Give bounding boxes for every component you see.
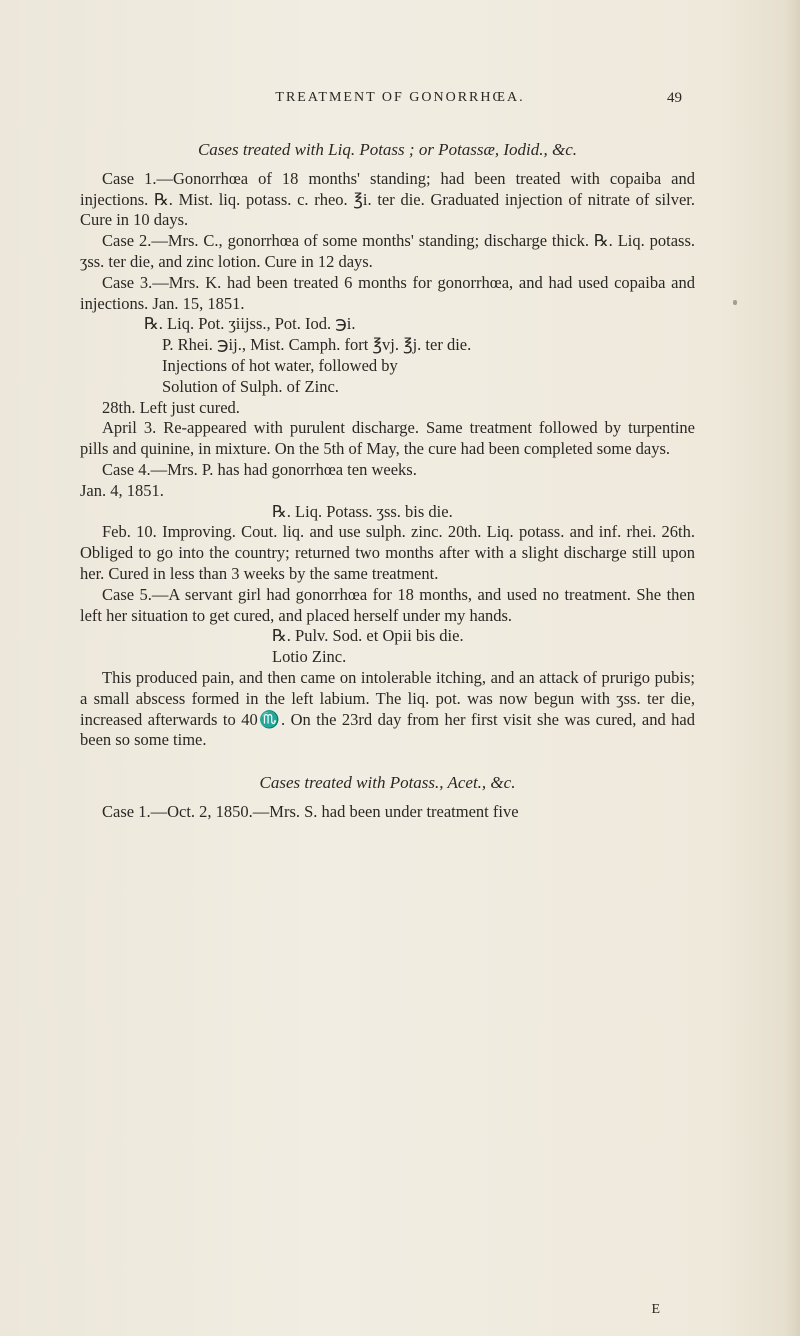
case-3-intro: Case 3.—Mrs. K. had been treated 6 months for gonorrhœa, and had used copaiba and injections. Jan. 15, 1851.: [80, 272, 695, 313]
case-3-prescription-4: Solution of Sulph. of Zinc.: [162, 376, 339, 396]
case-5-intro: Case 5.—A servant girl had gonorrhœa for 18 months, and used no treatment. She then left her situation to get cured, and placed herself under my hands.: [80, 584, 695, 625]
case-4-intro: Case 4.—Mrs. P. has had gonorrhœa ten weeks.: [102, 459, 417, 479]
case-1: Case 1.—Gonorrhœa of 18 months' standing; had been treated with copaiba and injections. ℞. Mist. liq. potass. c. rheo. ℥i. ter die. Graduated injection of nitrate of silver. Cure in 10 days.: [80, 168, 695, 230]
case-4-date: Jan. 4, 1851.: [80, 480, 164, 500]
page-body: [80, 140, 695, 823]
case-3-prescription-2: P. Rhei. ℈ij., Mist. Camph. fort ℥vj. ℥j. ter die.: [162, 335, 472, 355]
case-4-prescription: ℞. Liq. Potass. ʒss. bis die.: [272, 501, 453, 521]
running-head: TREATMENT OF GONORRHŒA.: [275, 90, 525, 105]
paper-spot: [733, 300, 737, 305]
case-5-prescription-2: Lotio Zinc.: [272, 647, 347, 667]
section-heading: Cases treated with Liq. Potass ; or Potassæ, Iodid., &c.: [197, 140, 578, 159]
case-4-body: Feb. 10. Improving. Cout. liq. and use sulph. zinc. 20th. Liq. potass. and inf. rhei. 26th. Obliged to go into the country; returned two months after with a slight discharge still upon her. Cured in less than 3 weeks by the same treatment.: [80, 522, 695, 583]
case-3-followup-1: 28th. Left just cured.: [102, 397, 240, 417]
case-5-body: This produced pain, and then came on intolerable itching, and an attack of prurigo pubis; a small abscess formed in the left labium. The liq. pot. was now begun with ʒss. ter die, increased afterwards to 40♏. On the 23rd day from her first visit she was cured, and had been so some time.: [80, 667, 695, 750]
case-3-followup-2: April 3. Re-appeared with purulent discharge. Same treatment followed by turpentine pills and quinine, in mixture. On the 5th of May, the cure had been completed some days.: [80, 418, 695, 459]
page-header: [0, 90, 800, 110]
case-3-prescription-3: Injections of hot water, followed by: [162, 355, 398, 375]
page-number: 49: [667, 90, 682, 106]
case-5-prescription-1: ℞. Pulv. Sod. et Opii bis die.: [272, 626, 464, 646]
section-heading-2: Cases treated with Potass., Acet., &c.: [259, 773, 516, 793]
case-3-prescription-1: ℞. Liq. Pot. ʒiijss., Pot. Iod. ℈i.: [144, 314, 356, 334]
signature-mark: E: [651, 1302, 660, 1317]
case-2: Case 2.—Mrs. C., gonorrhœa of some months' standing; discharge thick. ℞. Liq. potass. ʒss. ter die, and zinc lotion. Cure in 12 days.: [80, 231, 695, 271]
next-case-line: Case 1.—Oct. 2, 1850.—Mrs. S. had been under treatment five: [102, 801, 519, 821]
page-edge: [786, 0, 800, 1336]
